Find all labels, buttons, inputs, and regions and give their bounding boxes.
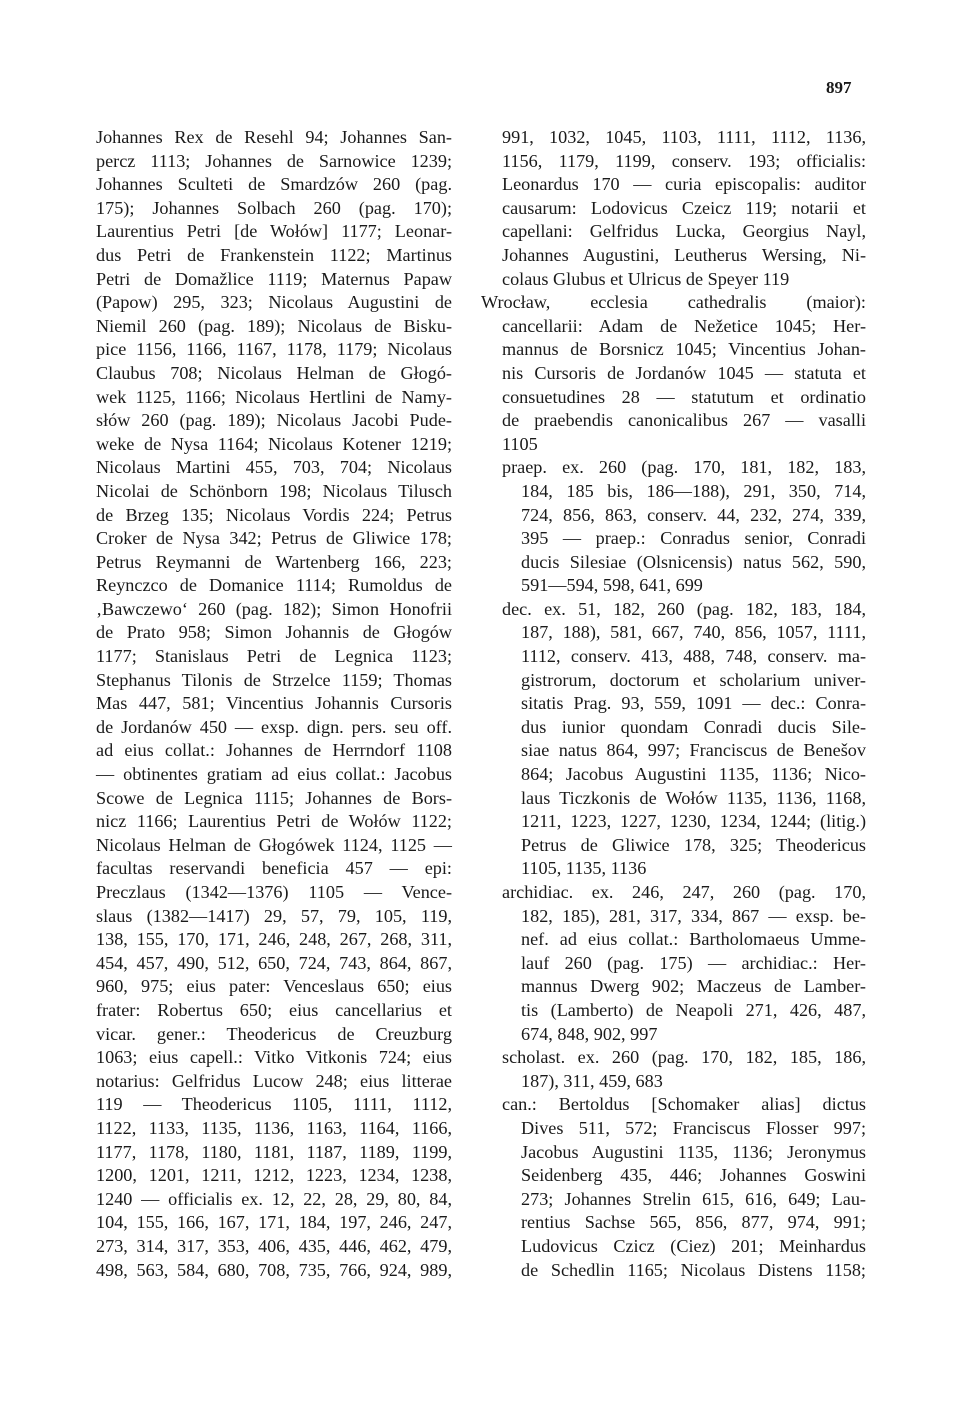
index-line: 1211, 1223, 1227, 1230, 1234, 1244; (litig.) bbox=[521, 811, 866, 832]
index-line: rentius Sachse 565, 856, 877, 974, 991; bbox=[521, 1212, 866, 1233]
index-line: 273, 314, 317, 353, 406, 435, 446, 462, 479, bbox=[96, 1235, 452, 1256]
index-line: Jacobus Augustini 1135, 1136; Jeronymus bbox=[521, 1141, 866, 1162]
index-line: 864; Jacobus Augustini 1135, 1136; Nico- bbox=[521, 764, 866, 785]
index-line: 991, 1032, 1045, 1103, 1111, 1112, 1136, bbox=[502, 127, 866, 147]
index-line: Leonardus 170 — curia episcopalis: auditor bbox=[502, 174, 866, 195]
index-column-right bbox=[481, 126, 866, 1282]
index-line: 1240 — officialis ex. 12, 22, 28, 29, 80, 84, bbox=[96, 1188, 452, 1209]
index-line: Nicolaus Martini 455, 703, 704; Nicolaus bbox=[96, 457, 452, 478]
index-line: archidiac. ex. 246, 247, 260 (pag. 170, bbox=[502, 882, 866, 902]
index-line: lauf 260 (pag. 175) — archidiac.: Her- bbox=[521, 952, 866, 973]
index-line: 591—594, 598, 641, 699 bbox=[521, 575, 703, 596]
index-line: pice 1156, 1166, 1167, 1178, 1179; Nicolaus bbox=[96, 339, 452, 360]
index-line: dus Petri de Frankenstein 1122; Martinus bbox=[96, 244, 452, 265]
index-line: mannus de Borsnicz 1045; Vincentius Johan- bbox=[502, 339, 866, 360]
index-line: 182, 185), 281, 317, 334, 867 — exsp. be- bbox=[521, 905, 866, 926]
index-line: 454, 457, 490, 512, 650, 724, 743, 864, 867, bbox=[96, 952, 452, 973]
index-line: mannus Dwerg 902; Maczeus de Lamber- bbox=[521, 976, 866, 997]
index-line: Mas 447, 581; Vincentius Johannis Cursoris bbox=[96, 693, 452, 714]
index-line: 1112, conserv. 413, 488, 748, conserv. ma- bbox=[521, 646, 866, 667]
index-line: 1063; eius capell.: Vitko Vitkonis 724; eius bbox=[96, 1047, 452, 1068]
index-line: wek 1125, 1166; Nicolaus Hertlini de Namy- bbox=[96, 386, 452, 407]
index-line: facultas reservandi beneficia 457 — epi: bbox=[96, 858, 452, 879]
index-line: ad eius collat.: Johannes de Herrndorf 1108 bbox=[96, 740, 452, 761]
index-line: 187, 188), 581, 667, 740, 856, 1057, 1111, bbox=[521, 622, 866, 643]
index-line: ducis Silesiae (Olsnicensis) natus 562, 590, bbox=[521, 551, 866, 572]
index-line: sitatis Prag. 93, 559, 1091 — dec.: Conra- bbox=[521, 693, 866, 714]
index-line: 187), 311, 459, 683 bbox=[521, 1070, 663, 1091]
index-line: Petrus de Gliwice 178, 325; Theodericus bbox=[521, 834, 866, 855]
index-line: Petri de Domažlice 1119; Maternus Papaw bbox=[96, 268, 452, 289]
index-line: capellani: Gelfridus Lucka, Georgius Nayl, bbox=[502, 221, 866, 242]
index-line: 138, 155, 170, 171, 246, 248, 267, 268, 311, bbox=[96, 929, 452, 950]
index-line: Dives 511, 572; Franciscus Flosser 997; bbox=[521, 1117, 866, 1138]
index-line: — obtinentes gratiam ad eius collat.: Jacobus bbox=[96, 764, 452, 785]
index-line: scholast. ex. 260 (pag. 170, 182, 185, 186, bbox=[502, 1047, 866, 1068]
index-line: 1177; Stanislaus Petri de Legnica 1123; bbox=[96, 646, 452, 667]
index-line: percz 1113; Johannes de Sarnowice 1239; bbox=[96, 150, 452, 171]
index-line: 724, 856, 863, conserv. 44, 232, 274, 339, bbox=[521, 504, 866, 525]
index-line: Niemil 260 (pag. 189); Nicolaus de Bisku- bbox=[96, 315, 452, 336]
index-line: tis (Lamberto) de Neapoli 271, 426, 487, bbox=[521, 999, 866, 1020]
index-line: 104, 155, 166, 167, 171, 184, 197, 246, 247, bbox=[96, 1212, 452, 1233]
index-line: Petrus Reymanni de Wartenberg 166, 223; bbox=[96, 551, 452, 572]
index-line: consuetudines 28 — statutum et ordinatio bbox=[502, 386, 866, 407]
index-line: nef. ad eius collat.: Bartholomaeus Umme- bbox=[521, 929, 866, 950]
index-line: Croker de Nysa 342; Petrus de Gliwice 178; bbox=[96, 528, 452, 549]
index-line: Reynczco de Domanice 1114; Rumoldus de bbox=[96, 575, 452, 596]
index-line: 184, 185 bis, 186—188), 291, 350, 714, bbox=[521, 480, 866, 501]
index-line: 1200, 1201, 1211, 1212, 1223, 1234, 1238, bbox=[96, 1165, 452, 1186]
index-line: slaus (1382—1417) 29, 57, 79, 105, 119, bbox=[96, 905, 452, 926]
index-line: 1122, 1133, 1135, 1136, 1163, 1164, 1166, bbox=[96, 1117, 452, 1138]
index-line: Nicolai de Schönborn 198; Nicolaus Tilusch bbox=[96, 480, 452, 501]
index-line: Preczlaus (1342—1376) 1105 — Vence- bbox=[96, 882, 452, 902]
index-line: gistrorum, doctorum et scholarium univer- bbox=[521, 669, 866, 690]
index-line: frater: Robertus 650; eius cancellarius et bbox=[96, 999, 452, 1020]
index-line: nicz 1166; Laurentius Petri de Wołów 1122; bbox=[96, 811, 452, 832]
index-line: Nicolaus Helman de Głogówek 1124, 1125 — bbox=[96, 834, 452, 855]
index-line: colaus Glubus et Ulricus de Speyer 119 bbox=[502, 268, 790, 289]
index-line: dec. ex. 51, 182, 260 (pag. 182, 183, 184, bbox=[502, 598, 866, 619]
index-line: 498, 563, 584, 680, 708, 735, 766, 924, 989, bbox=[96, 1259, 452, 1280]
index-column-left bbox=[96, 126, 452, 1282]
index-line: Wrocław, ecclesia cathedralis (maior): bbox=[481, 292, 866, 313]
index-line: 1177, 1178, 1180, 1181, 1187, 1189, 1199, bbox=[96, 1141, 452, 1162]
index-line: 119 — Theodericus 1105, 1111, 1112, bbox=[96, 1094, 452, 1115]
index-line: de Jordanów 450 — exsp. dign. pers. seu off. bbox=[96, 716, 452, 737]
index-line: vicar. gener.: Theodericus de Creuzburg bbox=[96, 1023, 452, 1044]
index-line: laus Ticzkonis de Wołów 1135, 1136, 1168, bbox=[521, 787, 866, 808]
index-line: (Papow) 295, 323; Nicolaus Augustini de bbox=[96, 292, 452, 313]
index-line: de Brzeg 135; Nicolaus Vordis 224; Petrus bbox=[96, 504, 452, 525]
index-line: causarum: Lodovicus Czeicz 119; notarii et bbox=[502, 197, 866, 218]
index-line: Johannes Rex de Resehl 94; Johannes San- bbox=[96, 127, 452, 147]
index-line: weke de Nysa 1164; Nicolaus Kotener 1219; bbox=[96, 433, 452, 454]
index-line: notarius: Gelfridus Lucow 248; eius litterae bbox=[96, 1070, 452, 1091]
index-line: 674, 848, 902, 997 bbox=[521, 1023, 658, 1044]
index-line: praep. ex. 260 (pag. 170, 181, 182, 183, bbox=[502, 457, 866, 478]
index-line: siae natus 864, 997; Franciscus de Benešov bbox=[521, 740, 866, 761]
index-line: Claubus 708; Nicolaus Helman de Głogó- bbox=[96, 362, 452, 383]
index-line: Seidenberg 435, 446; Johannes Goswini bbox=[521, 1165, 866, 1186]
index-line: 273; Johannes Strelin 615, 616, 649; Lau- bbox=[521, 1188, 866, 1209]
index-line: 175); Johannes Solbach 260 (pag. 170); bbox=[96, 197, 452, 218]
index-line: 395 — praep.: Conradus senior, Conradi bbox=[521, 528, 866, 549]
index-line: nis Cursoris de Jordanów 1045 — statuta et bbox=[502, 362, 866, 383]
index-line: 1156, 1179, 1199, conserv. 193; officialis: bbox=[502, 150, 866, 171]
index-line: Laurentius Petri [de Wołów] 1177; Leonar- bbox=[96, 221, 452, 242]
index-line: ‚Bawczewo‘ 260 (pag. 182); Simon Honofrii bbox=[96, 598, 452, 619]
index-line: Ludovicus Czicz (Ciez) 201; Meinhardus bbox=[521, 1235, 866, 1256]
index-line: de Prato 958; Simon Johannis de Głogów bbox=[96, 622, 452, 643]
page-number: 897 bbox=[826, 78, 852, 97]
index-line: dus iunior quondam Conradi ducis Sile- bbox=[521, 716, 866, 737]
index-line: de praebendis canonicalibus 267 — vasalli bbox=[502, 410, 866, 431]
index-line: 1105 bbox=[502, 433, 538, 454]
index-line: 1105, 1135, 1136 bbox=[521, 858, 647, 879]
index-line: Johannes Sculteti de Smardzów 260 (pag. bbox=[96, 174, 452, 195]
index-line: de Schedlin 1165; Nicolaus Distens 1158; bbox=[521, 1259, 866, 1280]
index-line: Scowe de Legnica 1115; Johannes de Bors- bbox=[96, 787, 452, 808]
index-line: Johannes Augustini, Leutherus Wersing, Ni- bbox=[502, 244, 866, 265]
index-line: Stephanus Tilonis de Strzelce 1159; Thomas bbox=[96, 669, 452, 690]
index-line: can.: Bertoldus [Schomaker alias] dictus bbox=[502, 1094, 866, 1115]
index-line: 960, 975; eius pater: Venceslaus 650; eius bbox=[96, 976, 452, 997]
index-line: słów 260 (pag. 189); Nicolaus Jacobi Pude- bbox=[96, 410, 452, 431]
index-line: cancellarii: Adam de Nežetice 1045; Her- bbox=[502, 315, 866, 336]
